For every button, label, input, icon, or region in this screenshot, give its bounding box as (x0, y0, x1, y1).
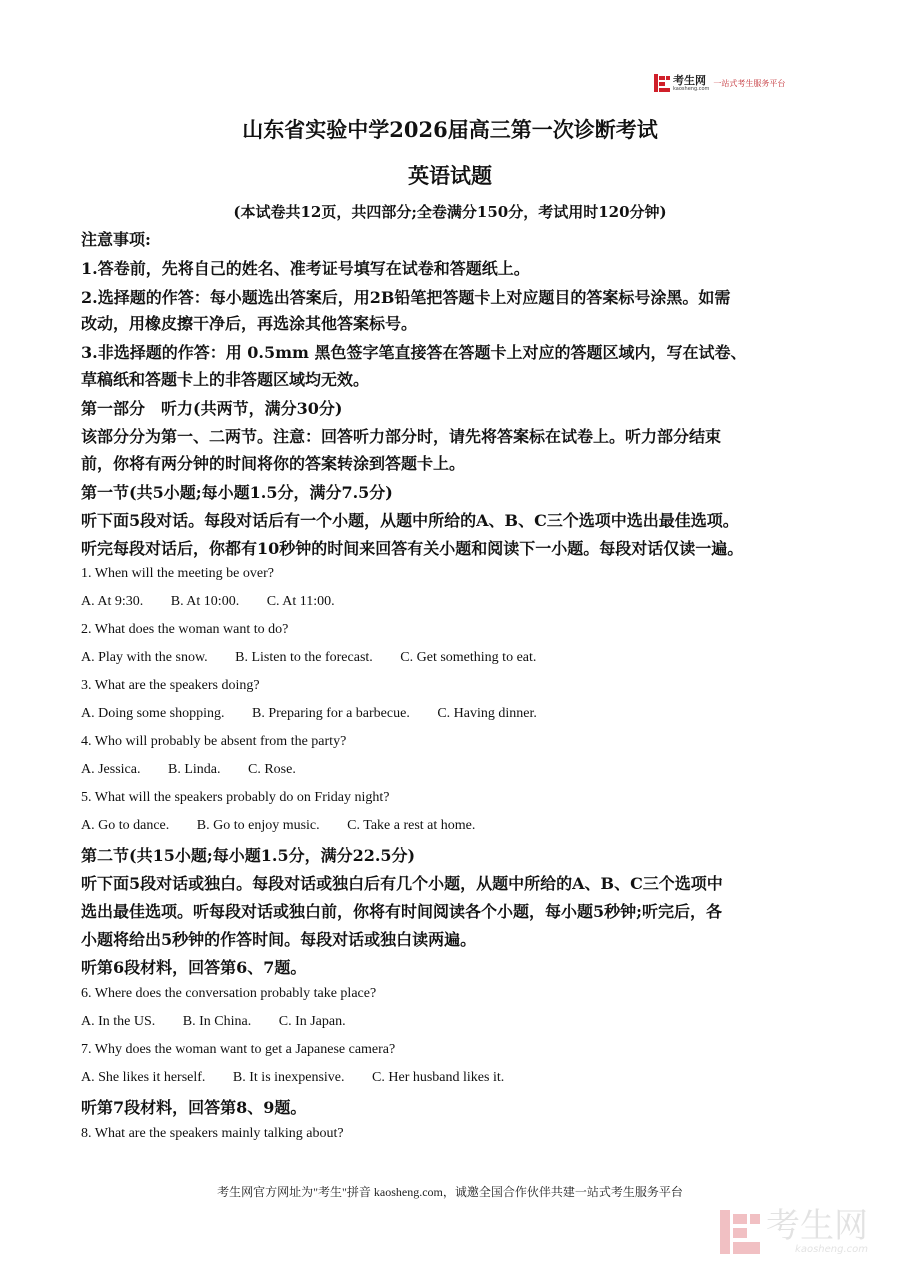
logo-icon (654, 74, 670, 92)
question-7-options (81, 1070, 826, 1086)
option-a: A. At 9:30. (81, 594, 144, 609)
material-7-heading: 听第7段材料，回答第8、9题。 (81, 1098, 307, 1117)
watermark-name: 考生网 (766, 1206, 868, 1246)
notice-item: 草稿纸和答题卡上的非答题区域均无效。 (81, 370, 370, 389)
option-c: C. Having dinner. (437, 706, 537, 721)
option-c: C. In Japan. (278, 1014, 346, 1029)
question-6: 6. Where does the conversation probably take place? (81, 986, 377, 1001)
question-2: 2. What does the woman want to do? (81, 622, 289, 637)
question-1-options (81, 594, 826, 610)
question-1: 1. When will the meeting be over? (81, 566, 274, 581)
watermark-domain: kaosheng.com (795, 1244, 868, 1255)
exam-info: (本试卷共12页，共四部分;全卷满分150分，考试用时120分钟) (233, 203, 667, 221)
option-b: B. Linda. (168, 762, 221, 777)
part1-heading: 第一部分 听力(共两节，满分30分) (81, 399, 343, 418)
question-7: 7. Why does the woman want to get a Japanese camera? (81, 1042, 396, 1057)
logo-slogan: 一站式考生服务平台 (713, 78, 786, 88)
notice-item: 2.选择题的作答：每小题选出答案后，用2B铅笔把答题卡上对应题目的答案标号涂黑。如需 (81, 288, 731, 307)
logo-name: 考生网 (673, 73, 706, 87)
part1-intro: 前，你将有两分钟的时间将你的答案转涂到答题卡上。 (81, 454, 466, 473)
option-c: C. Rose. (248, 762, 296, 777)
option-a: A. In the US. (81, 1014, 156, 1029)
notice-item: 改动，用橡皮擦干净后，再选涂其他答案标号。 (81, 314, 418, 333)
notice-item: 3.非选择题的作答：用 0.5mm 黑色签字笔直接答在答题卡上对应的答题区域内，写在试卷、 (81, 343, 747, 362)
question-5-options (81, 818, 826, 834)
option-c: C. Her husband likes it. (372, 1070, 505, 1085)
watermark-logo-icon (720, 1210, 760, 1254)
section2-intro: 听下面5段对话或独白。每段对话或独白后有几个小题，从题中所给的A、B、C三个选项中 (81, 874, 723, 893)
option-b: B. It is inexpensive. (232, 1070, 345, 1085)
notice-heading: 注意事项: (81, 230, 151, 249)
option-b: B. In China. (182, 1014, 252, 1029)
option-b: B. At 10:00. (170, 594, 240, 609)
question-4-options (81, 762, 826, 778)
option-c: C. At 11:00. (266, 594, 335, 609)
question-3-options (81, 706, 826, 722)
part1-intro: 该部分分为第一、二两节。注意：回答听力部分时，请先将答案标在试卷上。听力部分结束 (81, 427, 722, 446)
section2-intro: 小题将给出5秒钟的作答时间。每段对话或独白读两遍。 (81, 930, 477, 949)
section1-intro: 听下面5段对话。每段对话后有一个小题，从题中所给的A、B、C三个选项中选出最佳选项。 (81, 511, 739, 530)
option-b: B. Listen to the forecast. (235, 650, 373, 665)
option-a: A. Jessica. (81, 762, 141, 777)
option-c: C. Take a rest at home. (347, 818, 476, 833)
subject-title: 英语试题 (408, 163, 492, 188)
question-6-options (81, 1014, 826, 1030)
option-a: A. She likes it herself. (81, 1070, 206, 1085)
section2-heading: 第二节(共15小题;每小题1.5分，满分22.5分) (81, 846, 416, 865)
section1-intro: 听完每段对话后，你都有10秒钟的时间来回答有关小题和阅读下一小题。每段对话仅读一遍。 (81, 539, 744, 558)
footer-text: 考生网官方网址为"考生"拼音 kaosheng.com，诚邀全国合作伙伴共建一站式考生服务平台 (217, 1185, 683, 1199)
notice-item: 1.答卷前，先将自己的姓名、准考证号填写在试卷和答题纸上。 (81, 259, 530, 278)
option-c: C. Get something to eat. (400, 650, 537, 665)
question-2-options (81, 650, 826, 666)
question-5: 5. What will the speakers probably do on Friday night? (81, 790, 390, 805)
watermark (720, 1208, 868, 1255)
header-logo (654, 72, 785, 94)
logo-domain: kaosheng.com (673, 85, 710, 92)
option-a: A. Go to dance. (81, 818, 170, 833)
section2-intro: 选出最佳选项。听每段对话或独白前，你将有时间阅读各个小题，每小题5秒钟;听完后，各 (81, 902, 723, 921)
option-a: A. Doing some shopping. (81, 706, 225, 721)
exam-title: 山东省实验中学2026届高三第一次诊断考试 (242, 117, 658, 142)
question-3: 3. What are the speakers doing? (81, 678, 260, 693)
question-8: 8. What are the speakers mainly talking about? (81, 1126, 344, 1141)
material-6-heading: 听第6段材料，回答第6、7题。 (81, 958, 307, 977)
option-b: B. Go to enjoy music. (196, 818, 320, 833)
section1-heading: 第一节(共5小题;每小题1.5分，满分7.5分) (81, 483, 393, 502)
question-4: 4. Who will probably be absent from the party? (81, 734, 347, 749)
option-a: A. Play with the snow. (81, 650, 208, 665)
option-b: B. Preparing for a barbecue. (252, 706, 410, 721)
